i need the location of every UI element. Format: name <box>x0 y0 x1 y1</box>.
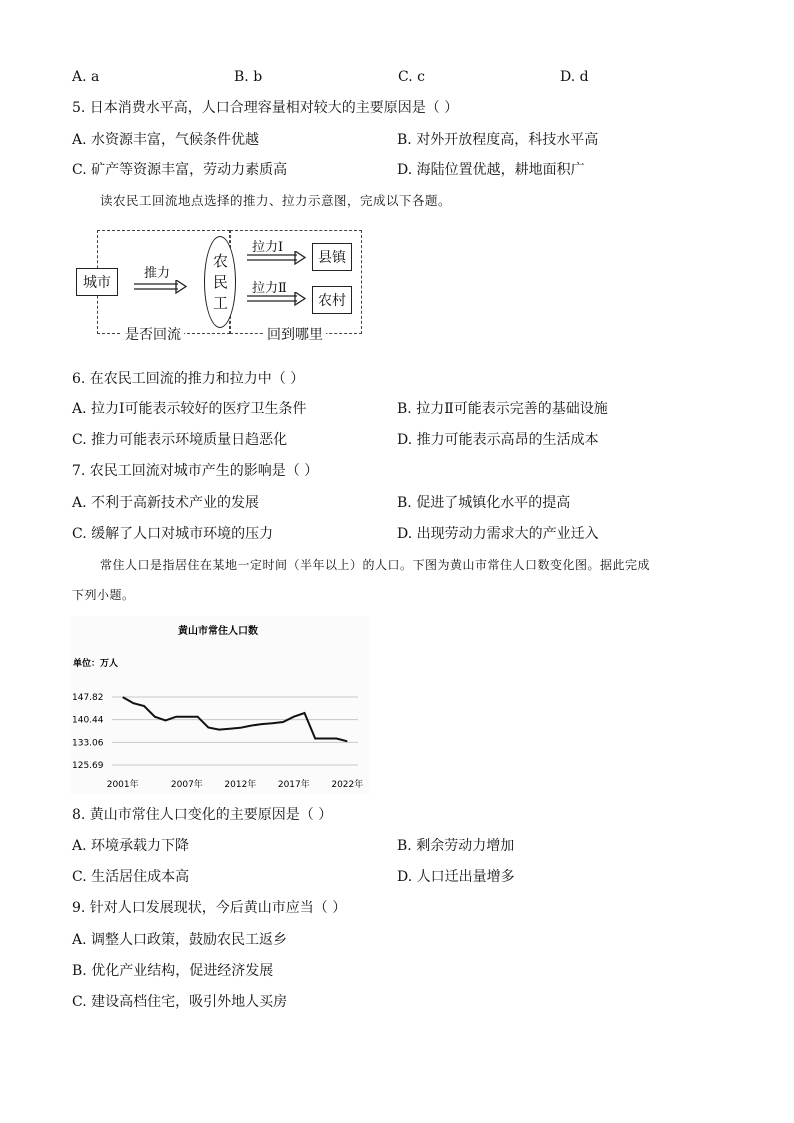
q9-option-b: B. 优化产业结构，促进经济发展 <box>72 963 274 979</box>
q6-stem: 6. 在农民工回流的推力和拉力中（ ） <box>72 371 305 387</box>
pull1-arrow <box>245 251 309 265</box>
x-tick-label: 2022年 <box>331 780 364 790</box>
q4-option-b: B. b <box>234 69 263 85</box>
q7-option-b: B. 促进了城镇化水平的提高 <box>397 495 571 511</box>
x-tick-label: 2012年 <box>224 780 257 790</box>
worker-char-2: 民 <box>213 273 229 291</box>
q5-option-b: B. 对外开放程度高，科技水平高 <box>397 132 599 148</box>
city-box: 城市 <box>76 268 118 296</box>
worker-char-3: 工 <box>213 294 229 312</box>
y-tick-label: 140.44 <box>72 715 104 726</box>
q8-option-b: B. 剩余劳动力增加 <box>397 838 515 854</box>
q4-option-d: D. d <box>560 69 589 85</box>
q7-option-a: A. 不利于高新技术产业的发展 <box>72 495 260 511</box>
chart-title: 黄山市常住人口数 <box>178 626 258 637</box>
where-label: 回到哪里 <box>264 324 326 344</box>
q7-option-c: C. 缓解了人口对城市环境的压力 <box>72 526 274 542</box>
chart-intro-line2: 下列小题。 <box>72 588 135 602</box>
y-tick-label: 147.82 <box>72 693 104 703</box>
push-arrow <box>132 280 190 294</box>
pull2-label: 拉力Ⅱ <box>252 281 287 296</box>
chart-intro-line1: 常住人口是指居住在某地一定时间（半年以上）的人口。下图为黄山市常住人口数变化图。据此完成 <box>100 558 651 572</box>
q5-option-d: D. 海陆位置优越，耕地面积广 <box>397 162 585 178</box>
q5-stem: 5. 日本消费水平高，人口合理容量相对较大的主要原因是（ ） <box>72 100 459 116</box>
diagram-intro: 读农民工回流地点选择的推力、拉力示意图，完成以下各题。 <box>100 193 452 208</box>
q4-option-c: C. c <box>398 69 425 85</box>
q6-option-d: D. 推力可能表示高昂的生活成本 <box>397 432 599 448</box>
q9-option-a: A. 调整人口政策，鼓励农民工返乡 <box>72 932 288 948</box>
q6-option-a: A. 拉力Ⅰ可能表示较好的医疗卫生条件 <box>72 401 307 417</box>
q9-stem: 9. 针对人口发展现状，今后黄山市应当（ ） <box>72 900 347 916</box>
village-box: 农村 <box>312 286 352 314</box>
y-tick-label: 125.69 <box>72 761 104 771</box>
q7-option-d: D. 出现劳动力需求大的产业迁入 <box>397 526 599 542</box>
q5-option-a: A. 水资源丰富，气候条件优越 <box>72 132 260 148</box>
q8-option-a: A. 环境承载力下降 <box>72 838 190 854</box>
q8-stem: 8. 黄山市常住人口变化的主要原因是（ ） <box>72 807 333 823</box>
q8-option-d: D. 人口迁出量增多 <box>397 869 515 885</box>
x-tick-label: 2017年 <box>277 780 310 790</box>
pull2-arrow <box>245 292 309 306</box>
population-line-chart <box>70 616 370 794</box>
q6-option-b: B. 拉力Ⅱ可能表示完善的基础设施 <box>397 401 608 417</box>
q4-option-a: A. a <box>72 69 100 85</box>
x-tick-label: 2001年 <box>106 780 139 790</box>
y-tick-label: 133.06 <box>72 738 104 749</box>
pull1-label: 拉力Ⅰ <box>252 240 284 255</box>
town-box: 县镇 <box>312 243 352 271</box>
return-question-label: 是否回流 <box>122 324 184 344</box>
worker-char-1: 农 <box>213 252 229 270</box>
q5-option-c: C. 矿产等资源丰富，劳动力素质高 <box>72 162 288 178</box>
q6-option-c: C. 推力可能表示环境质量日趋恶化 <box>72 432 288 448</box>
push-label: 推力 <box>144 266 171 281</box>
q8-option-c: C. 生活居住成本高 <box>72 869 190 885</box>
x-tick-label: 2007年 <box>170 780 203 790</box>
q7-stem: 7. 农民工回流对城市产生的影响是（ ） <box>72 463 319 479</box>
chart-unit-label: 单位：万人 <box>73 659 119 669</box>
q9-option-c: C. 建设高档住宅，吸引外地人买房 <box>72 994 288 1010</box>
